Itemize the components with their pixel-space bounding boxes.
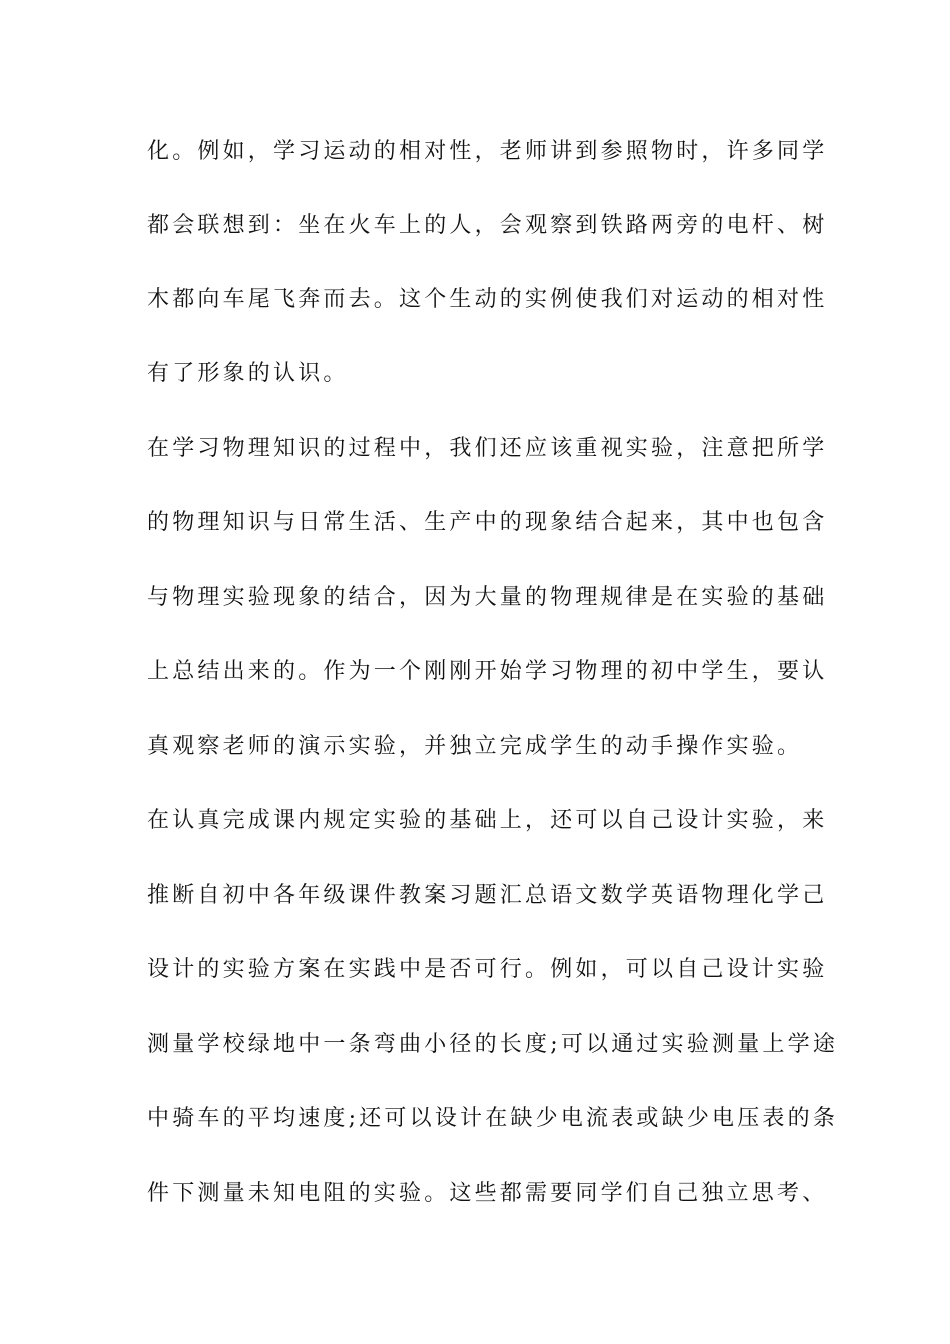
text-line: 在认真完成课内规定实验的基础上，还可以自己设计实验，来 — [147, 808, 828, 833]
text-line: 测量学校绿地中一条弯曲小径的长度;可以通过实验测量上学途 — [147, 1032, 839, 1057]
text-line: 上总结出来的。作为一个刚刚开始学习物理的初中学生，要认 — [147, 659, 828, 684]
text-line: 木都向车尾飞奔而去。这个生动的实例使我们对运动的相对性 — [147, 287, 828, 312]
text-line: 件下测量未知电阻的实验。这些都需要同学们自己独立思考、 — [147, 1181, 828, 1206]
text-line: 都会联想到：坐在火车上的人，会观察到铁路两旁的电杆、树 — [147, 213, 828, 238]
text-line: 化。例如，学习运动的相对性，老师讲到参照物时，许多同学 — [147, 139, 828, 164]
text-line: 中骑车的平均速度;还可以设计在缺少电流表或缺少电压表的条 — [147, 1106, 839, 1131]
text-line: 与物理实验现象的结合，因为大量的物理规律是在实验的基础 — [147, 585, 828, 610]
text-line: 真观察老师的演示实验，并独立完成学生的动手操作实验。 — [147, 734, 803, 759]
text-line: 的物理知识与日常生活、生产中的现象结合起来，其中也包含 — [147, 510, 828, 535]
text-line: 设计的实验方案在实践中是否可行。例如，可以自己设计实验 — [147, 957, 828, 982]
text-line: 在学习物理知识的过程中，我们还应该重视实验，注意把所学 — [147, 436, 828, 461]
text-line: 有了形象的认识。 — [147, 361, 349, 386]
text-line: 推断自初中各年级课件教案习题汇总语文数学英语物理化学己 — [147, 883, 828, 908]
